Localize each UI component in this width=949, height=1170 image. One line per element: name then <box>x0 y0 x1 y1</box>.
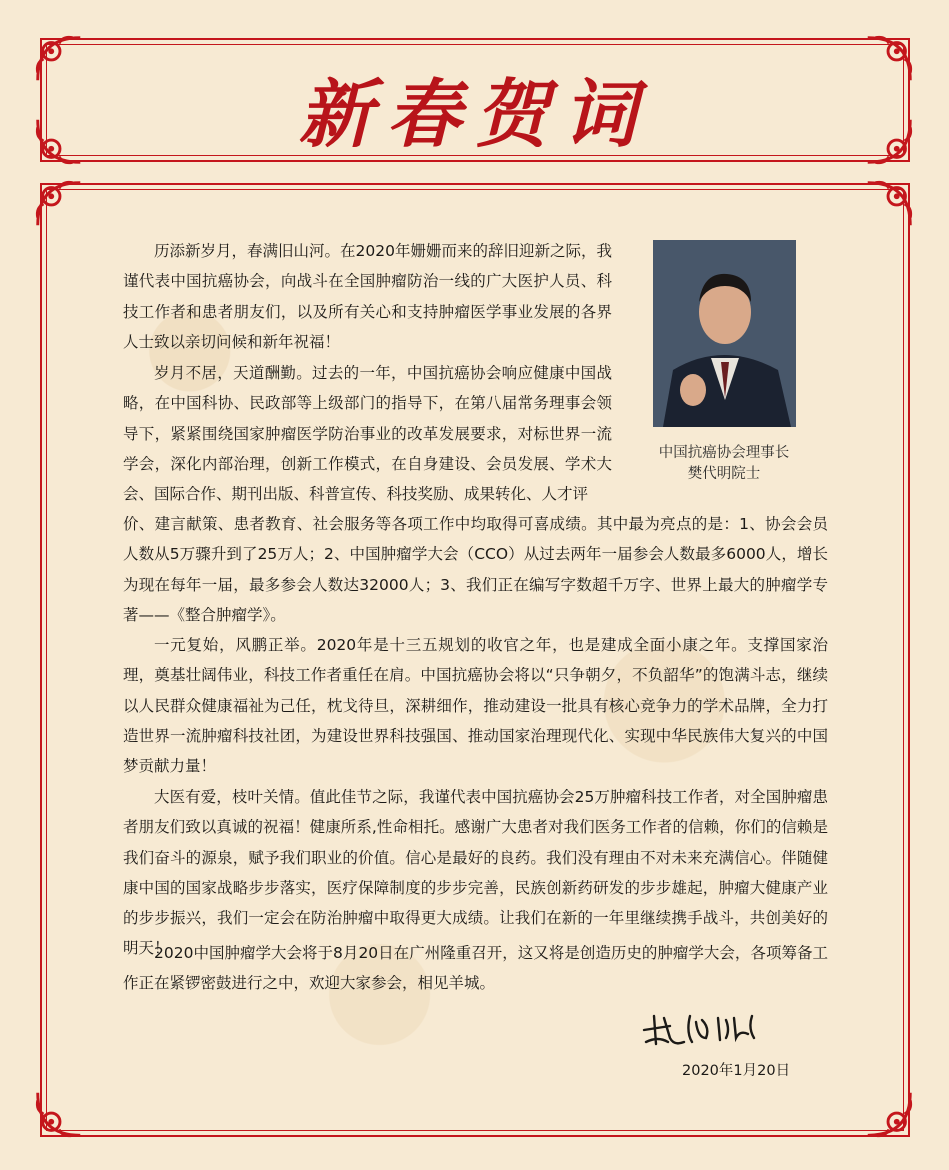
photo-caption-name: 樊代明院士 <box>687 466 761 482</box>
corner-ornament-icon <box>30 30 88 88</box>
portrait-photo <box>653 240 796 427</box>
corner-ornament-icon <box>30 1085 88 1143</box>
letter-date: 2020年1月20日 <box>682 1063 791 1079</box>
corner-ornament-icon <box>860 30 918 88</box>
corner-ornament-icon <box>30 175 88 233</box>
corner-ornament-icon <box>30 112 88 170</box>
page-title: 新春贺词 <box>298 72 651 158</box>
paragraph-2b: 价、建言献策、患者教育、社会服务等各项工作中均取得可喜成绩。其中最为亮点的是：1、协会会员人数从5万骤升到了25万人；2、中国肿瘤学大会（CCO）从过去两年一届参会人数最多6000人，增长为现在每年一届，最多参会人数达32000人；3、我们正在编写字数超千万字、世界上最大的肿瘤学专著——《整合肿瘤学》。 <box>123 515 828 624</box>
paragraph-1: 历添新岁月，春满旧山河。在2020年姗姗而来的辞旧迎新之际，我谨代表中国抗癌协会，向战斗在全国肿瘤防治一线的广大医护人员、科技工作者和患者朋友们，以及所有关心和支持肿瘤医学事业发展的各界人士致以亲切问候和新年祝福！ <box>123 242 612 351</box>
paragraph-4: 大医有爱，枝叶关情。值此佳节之际，我谨代表中国抗癌协会25万肿瘤科技工作者，对全国肿瘤患者朋友们致以真诚的祝福！健康所系,性命相托。感谢广大患者对我们医务工作者的信赖，你们的信赖是我们奋斗的源泉，赋予我们职业的价值。信心是最好的良药。我们没有理由不对未来充满信心。伴随健康中国的国家战略步步落实，医疗保障制度的步步完善，民族创新药研发的步步雄起，肿瘤大健康产业的步步振兴，我们一定会在防治肿瘤中取得更大成绩。让我们在新的一年里继续携手战斗，共创美好的明天！ <box>123 788 828 958</box>
corner-ornament-icon <box>860 112 918 170</box>
corner-ornament-icon <box>860 1085 918 1143</box>
paragraph-2a: 岁月不居，天道酬勤。过去的一年，中国抗癌协会响应健康中国战略，在中国科协、民政部等上级部门的指导下，在第八届常务理事会领导下，紧紧围绕国家肿瘤医学防治事业的改革发展要求，对标世界一流学会，深化内部治理，创新工作模式，在自身建设、会员发展、学术大会、国际合作、期刊出版、科普宣传、科技奖励、成果转化、人才评 <box>123 364 612 504</box>
handwritten-signature <box>640 1008 770 1052</box>
paragraph-3: 一元复始，风鹏正举。2020年是十三五规划的收官之年，也是建成全面小康之年。支撑国家治理，奠基壮阔伟业，科技工作者重任在肩。中国抗癌协会将以“只争朝夕，不负韶华”的饱满斗志，继续以人民群众健康福祉为己任，枕戈待旦，深耕细作，推动建设一批具有核心竞争力的学术品牌，全力打造世界一流肿瘤科技社团，为建设世界科技强国、推动国家治理现代化、实现中华民族伟大复兴的中国梦贡献力量！ <box>123 636 828 776</box>
paragraph-5: 2020中国肿瘤学大会将于8月20日在广州隆重召开，这又将是创造历史的肿瘤学大会，各项筹备工作正在紧锣密鼓进行之中，欢迎大家参会，相见羊城。 <box>123 944 828 993</box>
photo-caption-title: 中国抗癌协会理事长 <box>658 445 790 461</box>
corner-ornament-icon <box>860 175 918 233</box>
